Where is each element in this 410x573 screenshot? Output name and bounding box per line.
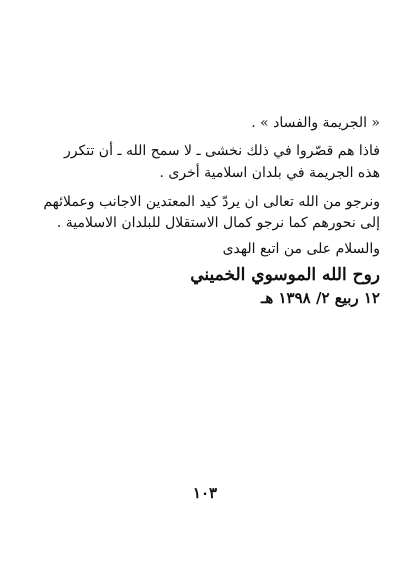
text-line-5: إلى نحورهم كما نرجو كمال الاستقلال للبلدان الاسلامية . bbox=[56, 215, 380, 231]
signature-date: ١٢ ربيع ٢/ ١٣٩٨ هـ bbox=[260, 289, 380, 307]
text-line-2: فاذا هم قصّروا في ذلك نخشى ـ لا سمح الله ـ أن تتكرر bbox=[64, 143, 380, 159]
text-line-3: هذه الجريمة في بلدان اسلامية أخرى . bbox=[159, 165, 380, 181]
closing-line: والسلام على من اتبع الهدى bbox=[222, 241, 380, 257]
signature-name: روح الله الموسوي الخميني bbox=[190, 265, 380, 285]
text-line-4: ونرجو من الله تعالى ان يردّ كيد المعتدين الاجانب وعملائهم bbox=[43, 194, 380, 210]
text-line-1: « الجريمة والفساد » . bbox=[251, 115, 380, 131]
page-number: ١٠٣ bbox=[192, 484, 218, 502]
